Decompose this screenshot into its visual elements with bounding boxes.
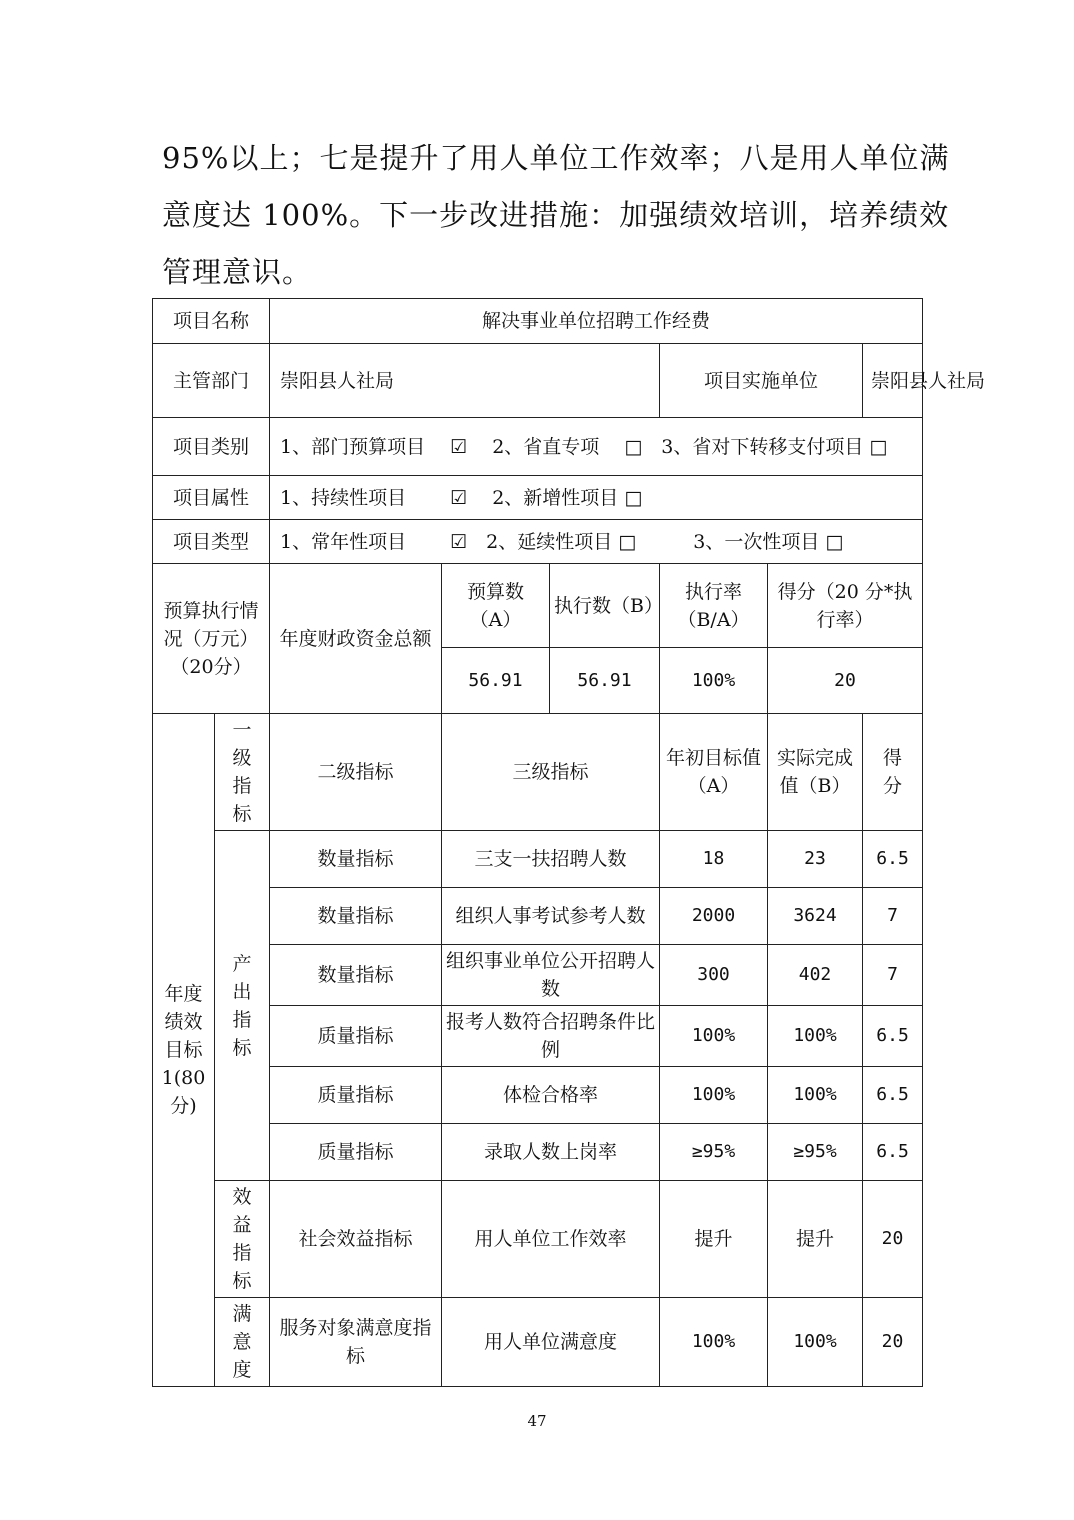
goals-label: 年度绩效目标1(80分)	[153, 714, 215, 1387]
type-label: 项目类型	[153, 520, 270, 564]
budget-num-value: 56.91	[442, 648, 550, 714]
row-score: 6.5	[863, 1067, 923, 1124]
row-target: 100%	[660, 1006, 768, 1067]
paragraph-line: 95%以上；七是提升了用人单位工作效率；八是用人单位满	[162, 141, 950, 175]
group-output	[215, 831, 270, 1181]
performance-table	[152, 298, 986, 1387]
group-benefit	[215, 1181, 270, 1298]
row-score: 6.5	[863, 1006, 923, 1067]
group-satisfaction-text: 满意度	[232, 1303, 252, 1381]
head-level2: 二级指标	[270, 714, 442, 831]
row-l2: 数量指标	[270, 945, 442, 1006]
row-l2: 数量指标	[270, 831, 442, 888]
row-score: 6.5	[863, 831, 923, 888]
row-score: 6.5	[863, 1124, 923, 1181]
dept-label: 主管部门	[153, 344, 270, 418]
group-satisfaction	[215, 1298, 270, 1387]
row-target: 提升	[660, 1181, 768, 1298]
row-l3: 录取人数上岗率	[442, 1124, 660, 1181]
group-benefit-text: 效益指标	[232, 1186, 252, 1292]
exec-num-value: 56.91	[550, 648, 660, 714]
attribute-label: 项目属性	[153, 476, 270, 520]
row-score: 7	[863, 888, 923, 945]
row-l2: 质量指标	[270, 1124, 442, 1181]
row-l2: 质量指标	[270, 1067, 442, 1124]
attribute-value: 1、持续性项目 ☑ 2、新增性项目 □	[270, 476, 923, 520]
paragraph-line: 意度达 100%。下一步改进措施：加强绩效培训，培养绩效	[162, 198, 950, 232]
row-target: 2000	[660, 888, 768, 945]
row-actual: 提升	[768, 1181, 863, 1298]
row-target: 100%	[660, 1298, 768, 1387]
row-actual: 402	[768, 945, 863, 1006]
row-l2: 质量指标	[270, 1006, 442, 1067]
row-target: 100%	[660, 1067, 768, 1124]
body-paragraph	[162, 130, 950, 301]
impl-value	[863, 344, 986, 418]
row-l3: 组织人事考试参考人数	[442, 888, 660, 945]
type-value: 1、常年性项目 ☑ 2、延续性项目 □ 3、一次性项目 □	[270, 520, 923, 564]
head-score-text: 得分	[883, 747, 903, 797]
head-level1-text: 一级指标	[232, 719, 252, 825]
row-actual: 100%	[768, 1298, 863, 1387]
row-l3: 用人单位满意度	[442, 1298, 660, 1387]
row-l2: 社会效益指标	[270, 1181, 442, 1298]
budget-score-value: 20	[768, 648, 923, 714]
budget-label: 预算执行情况（万元）（20分）	[153, 564, 270, 714]
row-l2: 数量指标	[270, 888, 442, 945]
head-level3: 三级指标	[442, 714, 660, 831]
row-target: ≥95%	[660, 1124, 768, 1181]
exec-rate-value: 100%	[660, 648, 768, 714]
row-target: 300	[660, 945, 768, 1006]
impl-text: 崇阳县人社局	[871, 369, 986, 392]
budget-score-label: 得分（20 分*执行率）	[768, 564, 923, 648]
exec-num-label: 执行数（B）	[550, 564, 660, 648]
dept-value: 崇阳县人社局	[270, 344, 660, 418]
row-score: 20	[863, 1298, 923, 1387]
category-value: 1、部门预算项目 ☑ 2、省直专项 □ 3、省对下转移支付项目 □	[270, 418, 923, 476]
group-output-text: 产出指标	[232, 952, 252, 1059]
paragraph-line: 管理意识。	[162, 255, 313, 289]
budget-num-label: 预算数（A）	[442, 564, 550, 648]
row-l3: 三支一扶招聘人数	[442, 831, 660, 888]
row-score: 7	[863, 945, 923, 1006]
row-target: 18	[660, 831, 768, 888]
row-actual: ≥95%	[768, 1124, 863, 1181]
row-actual: 23	[768, 831, 863, 888]
impl-label: 项目实施单位	[660, 344, 863, 418]
head-score	[863, 714, 923, 831]
head-level1	[215, 714, 270, 831]
row-actual: 3624	[768, 888, 863, 945]
project-name-label: 项目名称	[153, 299, 270, 344]
row-l3: 报考人数符合招聘条件比例	[442, 1006, 660, 1067]
row-l3: 用人单位工作效率	[442, 1181, 660, 1298]
row-actual: 100%	[768, 1006, 863, 1067]
head-actual: 实际完成值（B）	[768, 714, 863, 831]
exec-rate-label: 执行率（B/A）	[660, 564, 768, 648]
category-label: 项目类别	[153, 418, 270, 476]
budget-total-label: 年度财政资金总额	[270, 564, 442, 714]
row-score: 20	[863, 1181, 923, 1298]
row-l3: 组织事业单位公开招聘人数	[442, 945, 660, 1006]
page-number: 47	[527, 1412, 547, 1430]
row-l2: 服务对象满意度指标	[270, 1298, 442, 1387]
row-actual: 100%	[768, 1067, 863, 1124]
project-name-value: 解决事业单位招聘工作经费	[270, 299, 923, 344]
row-l3: 体检合格率	[442, 1067, 660, 1124]
head-target: 年初目标值（A）	[660, 714, 768, 831]
